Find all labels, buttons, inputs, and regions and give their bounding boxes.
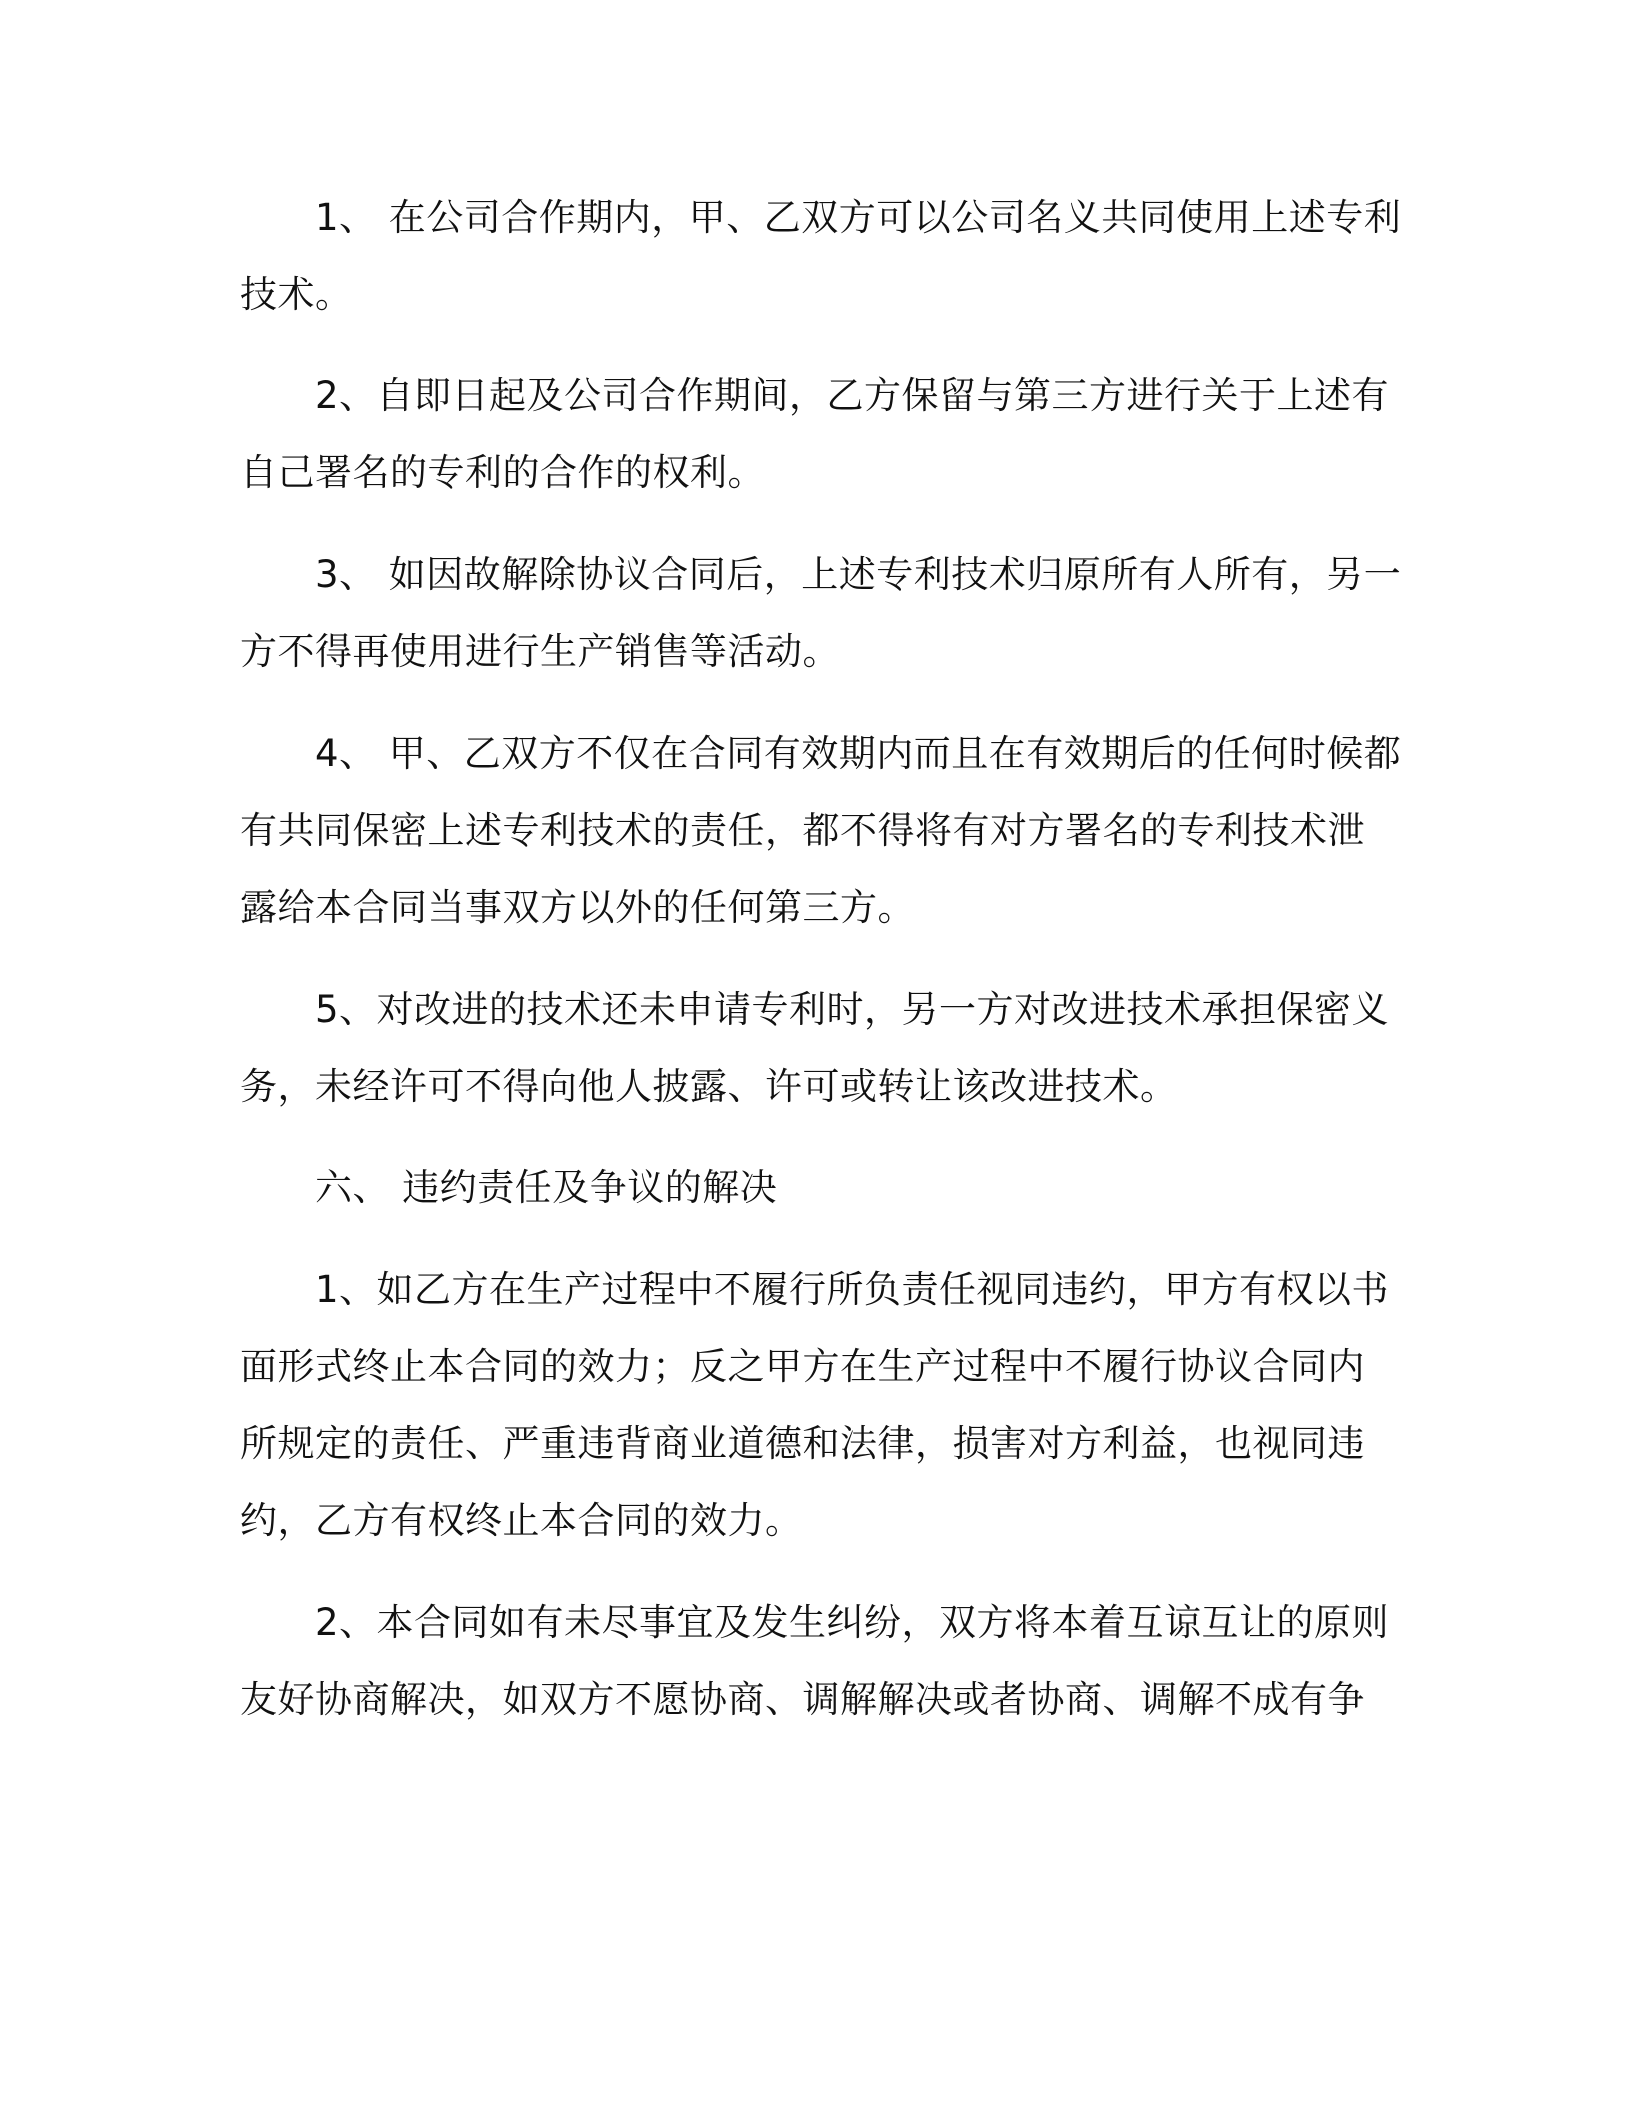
clause-5-2-line-2: 自己署名的专利的合作的权利。 (240, 451, 765, 494)
clause-6-1-line-3: 所规定的责任、严重违背商业道德和法律，损害对方利益，也视同违 (240, 1422, 1365, 1465)
clause-5-1-line-2: 技术。 (240, 273, 353, 316)
section-heading-breach-and-disputes: 六、 违约责任及争议的解决 (315, 1166, 778, 1209)
clause-6-1-line-2: 面形式终止本合同的效力；反之甲方在生产过程中不履行协议合同内 (240, 1345, 1365, 1388)
clause-5-3-line-1: 3、 如因故解除协议合同后，上述专利技术归原所有人所有，另一 (315, 553, 1402, 596)
clause-6-2-line-1: 2、本合同如有未尽事宜及发生纠纷，双方将本着互谅互让的原则 (315, 1601, 1390, 1644)
clause-5-3-line-2: 方不得再使用进行生产销售等活动。 (240, 630, 840, 673)
clause-6-1-line-4: 约，乙方有权终止本合同的效力。 (240, 1499, 803, 1542)
clause-5-4-line-1: 4、 甲、乙双方不仅在合同有效期内而且在有效期后的任何时候都 (315, 732, 1402, 775)
clause-6-2-line-2: 友好协商解决，如双方不愿协商、调解解决或者协商、调解不成有争 (240, 1678, 1365, 1721)
clause-5-1-line-1: 1、 在公司合作期内，甲、乙双方可以公司名义共同使用上述专利 (315, 196, 1402, 239)
clause-5-4-line-3: 露给本合同当事双方以外的任何第三方。 (240, 886, 915, 929)
clause-5-4-line-2: 有共同保密上述专利技术的责任，都不得将有对方署名的专利技术泄 (240, 809, 1365, 852)
clause-5-5-line-1: 5、对改进的技术还未申请专利时，另一方对改进技术承担保密义 (315, 988, 1390, 1031)
clause-5-2-line-1: 2、自即日起及公司合作期间，乙方保留与第三方进行关于上述有 (315, 374, 1390, 417)
clause-6-1-line-1: 1、如乙方在生产过程中不履行所负责任视同违约，甲方有权以书 (315, 1268, 1390, 1311)
clause-5-5-line-2: 务，未经许可不得向他人披露、许可或转让该改进技术。 (240, 1065, 1178, 1108)
